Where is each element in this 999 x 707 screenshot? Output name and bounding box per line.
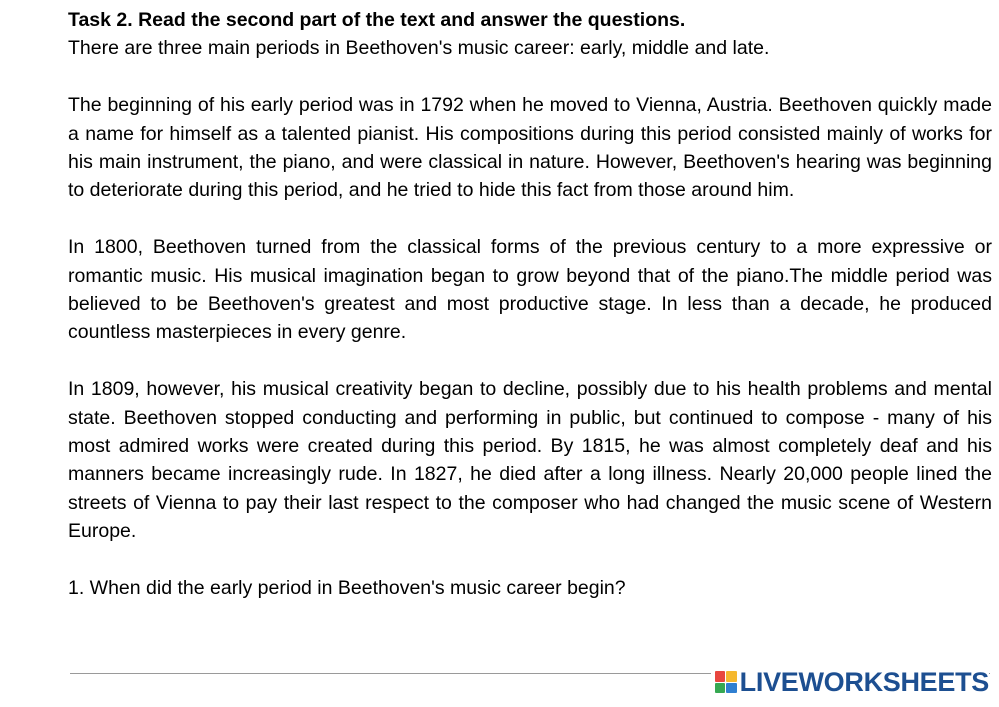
paragraph-middle-period: In 1800, Beethoven turned from the classical forms of the previous century to a more expressive or romantic music. His musical imagination began to grow beyond that of the piano.The middle period was believed to be Beethoven's greatest and most productive stage. In less than a decade, he produced countless masterpieces in every genre. xyxy=(68,236,992,344)
paragraph-late-period: In 1809, however, his musical creativity began to decline, possibly due to his health problems and mental state. Beethoven stopped conducting and performing in public, but continued to compose - many of his most admired works were created during this period. By 1815, he was almost completely deaf and his manners became increasingly rude. In 1827, he died after a long illness. Nearly 20,000 people lined the streets of Vienna to pay their last respect to the composer who had changed the music scene of Western Europe. xyxy=(68,378,992,543)
paragraph-early-period: The beginning of his early period was in 1792 when he moved to Vienna, Austria. Beethoven quickly made a name for himself as a talented pianist. His compositions during this period consisted mainly of works for his main instrument, the piano, and were classical in nature. However, Beethoven's hearing was beginning to deteriorate during this period, and he tried to hide this fact from those around him. xyxy=(68,94,992,202)
liveworksheets-mark-icon xyxy=(715,671,737,693)
question-1: 1. When did the early period in Beethoven's music career begin? xyxy=(68,577,626,600)
worksheet-content xyxy=(68,6,992,602)
mark-square-2 xyxy=(726,671,737,682)
task-title: Task 2. Read the second part of the text and answer the questions. xyxy=(68,9,686,31)
liveworksheets-logo xyxy=(711,667,989,697)
logo-text: LIVEWORKSHEETS xyxy=(739,667,989,697)
intro-sentence: There are three main periods in Beethoven's music career: early, middle and late. xyxy=(68,37,770,60)
mark-square-3 xyxy=(715,683,726,694)
mark-square-4 xyxy=(726,683,737,694)
mark-square-1 xyxy=(715,671,726,682)
